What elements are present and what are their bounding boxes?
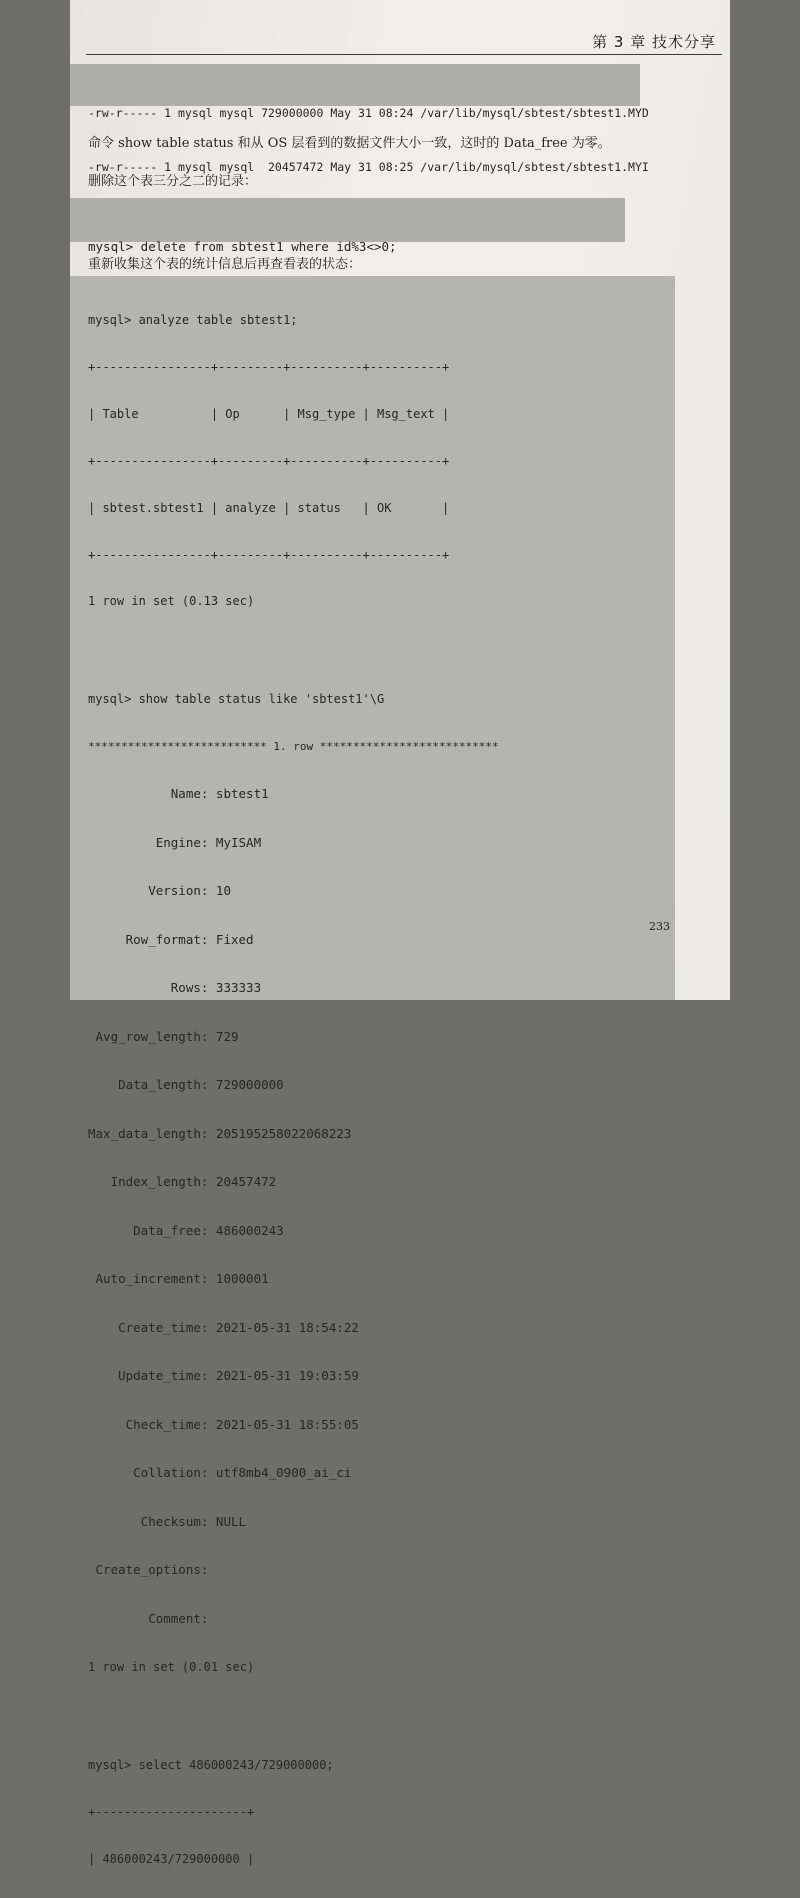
table-border-bottom: +----------------+---------+----------+----------+ (88, 548, 450, 562)
status-field-create-options: Create_options: (88, 1562, 216, 1577)
delete-command: mysql> delete from sbtest1 where id%3<>0; (88, 239, 397, 254)
status-field-check-time: Check_time: 2021-05-31 18:55:05 (88, 1416, 359, 1432)
status-result: 1 row in set (0.01 sec) (88, 1660, 255, 1674)
status-row-header: *************************** 1. row *************************** (88, 740, 499, 753)
status-field-create-time: Create_time: 2021-05-31 18:54:22 (88, 1319, 359, 1335)
status-field-avg-row-length: Avg_row_length: 729 (88, 1028, 239, 1044)
table-border-top: +----------------+---------+----------+----------+ (88, 360, 450, 374)
paragraph-data-free: 命令 show table status 和从 OS 层看到的数据文件大小一致，这时的 Data_free 为零。 (88, 136, 611, 151)
analyze-result: 1 row in set (0.13 sec) (88, 594, 255, 608)
table-data-row: | sbtest.sbtest1 | analyze | status | OK | (88, 501, 450, 515)
status-field-update-time: Update_time: 2021-05-31 19:03:59 (88, 1368, 359, 1383)
status-field-data-length: Data_length: 729000000 (88, 1077, 284, 1092)
delete-code-block (70, 198, 625, 254)
select-border: +---------------------+ (88, 1805, 255, 1819)
page-header (86, 24, 722, 55)
status-field-name: Name: sbtest1 (88, 786, 269, 801)
book-page (70, 0, 730, 1866)
status-field-engine: Engine: MyISAM (88, 834, 262, 850)
page-number: 233 (649, 920, 670, 933)
file-listing-line-myi: -rw-r----- 1 mysql mysql 20457472 May 31 08:25 /var/lib/mysql/sbtest/sbtest1.MYI (88, 160, 649, 174)
chapter-title: 第 3 章 技术分享 (592, 33, 716, 51)
table-border-mid: +----------------+---------+----------+----------+ (88, 454, 450, 468)
status-code-block (70, 276, 675, 1866)
status-field-collation: Collation: utf8mb4_0900_ai_ci (88, 1465, 352, 1480)
status-field-max-data-length: Max_data_length: 205195258022068223 (88, 1125, 352, 1141)
status-field-checksum: Checksum: NULL (88, 1513, 247, 1529)
table-header-row: | Table | Op | Msg_type | Msg_text | (88, 407, 450, 421)
analyze-command: mysql> analyze table sbtest1; (88, 313, 298, 327)
paragraph-delete: 删除这个表三分之二的记录： (88, 174, 258, 189)
status-field-index-length: Index_length: 20457472 (88, 1174, 277, 1189)
status-field-rows: Rows: 333333 (88, 980, 262, 995)
status-field-version: Version: 10 (88, 883, 231, 898)
select-row: | 486000243/729000000 | (88, 1852, 255, 1866)
select-command: mysql> select 486000243/729000000; (88, 1758, 334, 1772)
file-listing-line-myd: -rw-r----- 1 mysql mysql 729000000 May 31 08:24 /var/lib/mysql/sbtest/sbtest1.MYD (88, 106, 649, 120)
status-command: mysql> show table status like 'sbtest1'\G (88, 692, 385, 706)
status-field-row-format: Row_format: Fixed (88, 931, 254, 947)
paragraph-analyze: 重新收集这个表的统计信息后再查看表的状态： (88, 257, 362, 272)
status-field-comment: Comment: (88, 1610, 216, 1626)
status-field-auto-increment: Auto_increment: 1000001 (88, 1271, 269, 1286)
status-field-data-free: Data_free: 486000243 (88, 1222, 284, 1238)
